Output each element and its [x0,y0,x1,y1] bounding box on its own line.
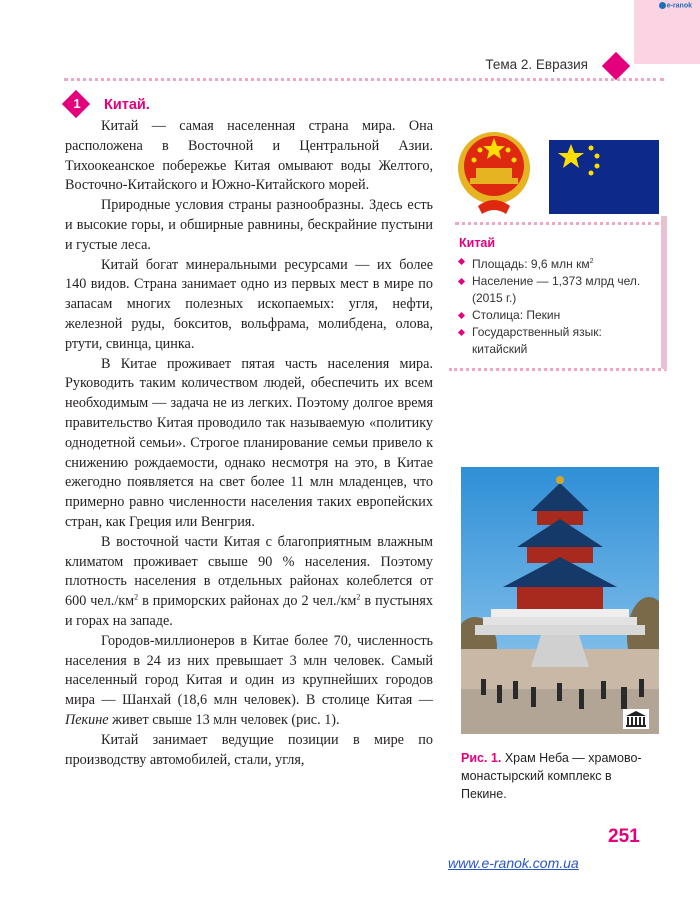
info-item-area: Площадь: 9,6 млн $км^2$ [459,253,655,273]
info-item-capital: Столица: Пекин [459,307,655,324]
corner-tab [634,0,700,64]
info-item-population: Население — 1,373 млрд чел. (2015 г.) [459,273,655,307]
paragraph: Городов-миллионеров в Китае более 70, численность населения в 24 из них превышает 3 млн человек. Самый населенный город Китая и один из крупнейших городов мира — Шанхай (18,6 млн человек). В столице Китая — Пекине живет свыше 13 млн человек (рис. 1). [65,632,433,728]
section-number-badge: 1 [66,94,88,116]
page-number: 251 [608,826,640,847]
header-divider [64,78,664,81]
chapter-header: Тема 2. Евразия [485,57,588,72]
paragraph: Природные условия страны разнообразны. Здесь есть и высокие горы, и обширные равнины, бескрайние пустыни и густые леса. [65,197,433,253]
section-title: Китай. [104,97,150,113]
figure-caption: Рис. 1. Храм Неба — храмово-монастырский комплекс в Пекине. [461,751,642,801]
paragraph: Китай — самая населенная страна мира. Она расположена в Восточной и Центральной Азии. Тихоокеанское побережье Китая омывают воды Желтого, Восточно-Китайского и Южно-Китайского морей. [65,118,433,194]
paragraph: В Китае проживает пятая часть населения мира. Руководить таким количеством людей, обеспечить их всем необходимым — задача не из легких. Поэтому долгое время правительство Китая проводило так называемую «политику однодетной семьи». Строгое планирование семьи привело к снижению рождаемости, однако несмотря на это, в Китае ежегодно появляется на свет более 11 млн младенцев, что примерно равно численности населения таких европейских стран, как Греция или Венгрия. [65,355,433,530]
temple-of-heaven-photo [461,467,659,734]
brand-logo: e-ranok [659,2,692,9]
main-text [65,117,433,770]
header-diamond-icon [602,52,630,80]
info-item-language: Государственный язык: китайский [459,324,655,358]
emblem-of-china-icon [454,126,534,218]
unesco-logo-icon [623,709,649,729]
paragraph: В восточной части Китая с благоприятным влажным климатом проживает свыше 90 % населения. Поэтому плотность населения в отдельных районах колеблется от 600 $чел./км^2$ в приморских районах до 2 $чел./км^2$ в пустынях и горах на западе. [65,533,433,629]
paragraph: Китай занимает ведущие позиции в мире по производству автомобилей, стали, угля, [65,731,433,768]
flag-icon [549,140,659,214]
info-card-title: Китай [459,236,496,250]
website-link[interactable]: www.e-ranok.com.ua [448,855,579,871]
country-info-card [449,216,667,371]
paragraph: Китай богат минеральными ресурсами — их более 140 видов. Страна занимает одно из первых мест в мире по запасам многих полезных ископаемых: угля, нефти, железной руды, бокситов, вольфрама, молибдена, олова, ртути, свинца, цинка. [65,256,433,352]
